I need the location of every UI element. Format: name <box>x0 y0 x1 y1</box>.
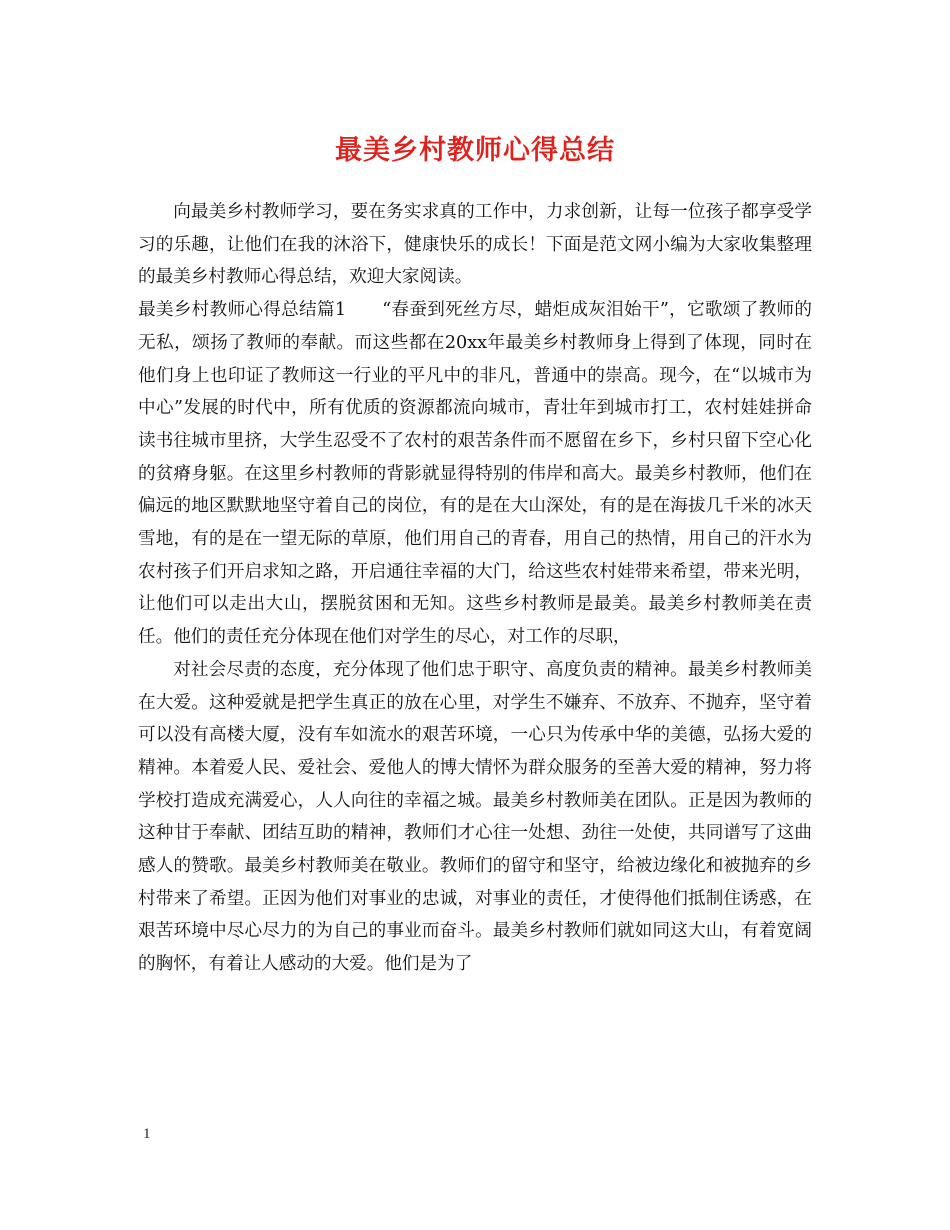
document-body <box>138 196 812 981</box>
page-number: 1 <box>143 1126 151 1142</box>
document-title: 最美乡村教师心得总结 <box>335 135 615 166</box>
paragraph-section-1: 最美乡村教师心得总结篇1 “春蚕到死丝方尽，蜡炬成灰泪始干”，它歌颂了教师的无私，颂扬了教师的奉献。而这些都在20xx年最美乡村教师身上得到了体现，同时在他们身上也印证了教师这一行业的平凡中的非凡，普通中的崇高。现今，在“以城市为中心”发展的时代中，所有优质的资源都流向城市，青壮年到城市打工，农村娃娃拼命读书往城市里挤，大学生忍受不了农村的艰苦条件而不愿留在乡下，乡村只留下空心化的贫瘠身躯。在这里乡村教师的背影就显得特别的伟岸和高大。最美乡村教师，他们在偏远的地区默默地坚守着自己的岗位，有的是在大山深处，有的是在海拔几千米的冰天雪地，有的是在一望无际的草原，他们用自己的青春，用自己的热情，用自己的汗水为农村孩子们开启求知之路，开启通往幸福的大门，给这些农村娃带来希望，带来光明，让他们可以走出大山，摆脱贫困和无知。这些乡村教师是最美。最美乡村教师美在责任。他们的责任充分体现在他们对学生的尽心，对工作的尽职， <box>138 300 812 648</box>
paragraph-continuation: 对社会尽责的态度，充分体现了他们忠于职守、高度负责的精神。最美乡村教师美在大爱。这种爱就是把学生真正的放在心里，对学生不嫌弃、不放弃、不抛弃，坚守着可以没有高楼大厦，没有车如流水的艰苦环境，一心只为传承中华的美德，弘扬大爱的精神。本着爱人民、爱社会、爱他人的博大情怀为群众服务的至善大爱的精神，努力将学校打造成充满爱心，人人向往的幸福之城。最美乡村教师美在团队。正是因为教师的这种甘于奉献、团结互助的精神，教师们才心往一处想、劲往一处使，共同谱写了这曲感人的赞歌。最美乡村教师美在敬业。教师们的留守和坚守，给被边缘化和被抛弃的乡村带来了希望。正因为他们对事业的忠诚，对事业的责任，才使得他们抵制住诱惑，在艰苦环境中尽心尽力的为自己的事业而奋斗。最美乡村教师们就如同这大山，有着宽阔的胸怀，有着让人感动的大爱。他们是为了 <box>138 659 812 975</box>
paragraph-intro: 向最美乡村教师学习，要在务实求真的工作中，力求创新，让每一位孩子都享受学习的乐趣，让他们在我的沐浴下，健康快乐的成长！下面是范文网小编为大家收集整理的最美乡村教师心得总结，欢迎大家阅读。 <box>138 202 812 288</box>
